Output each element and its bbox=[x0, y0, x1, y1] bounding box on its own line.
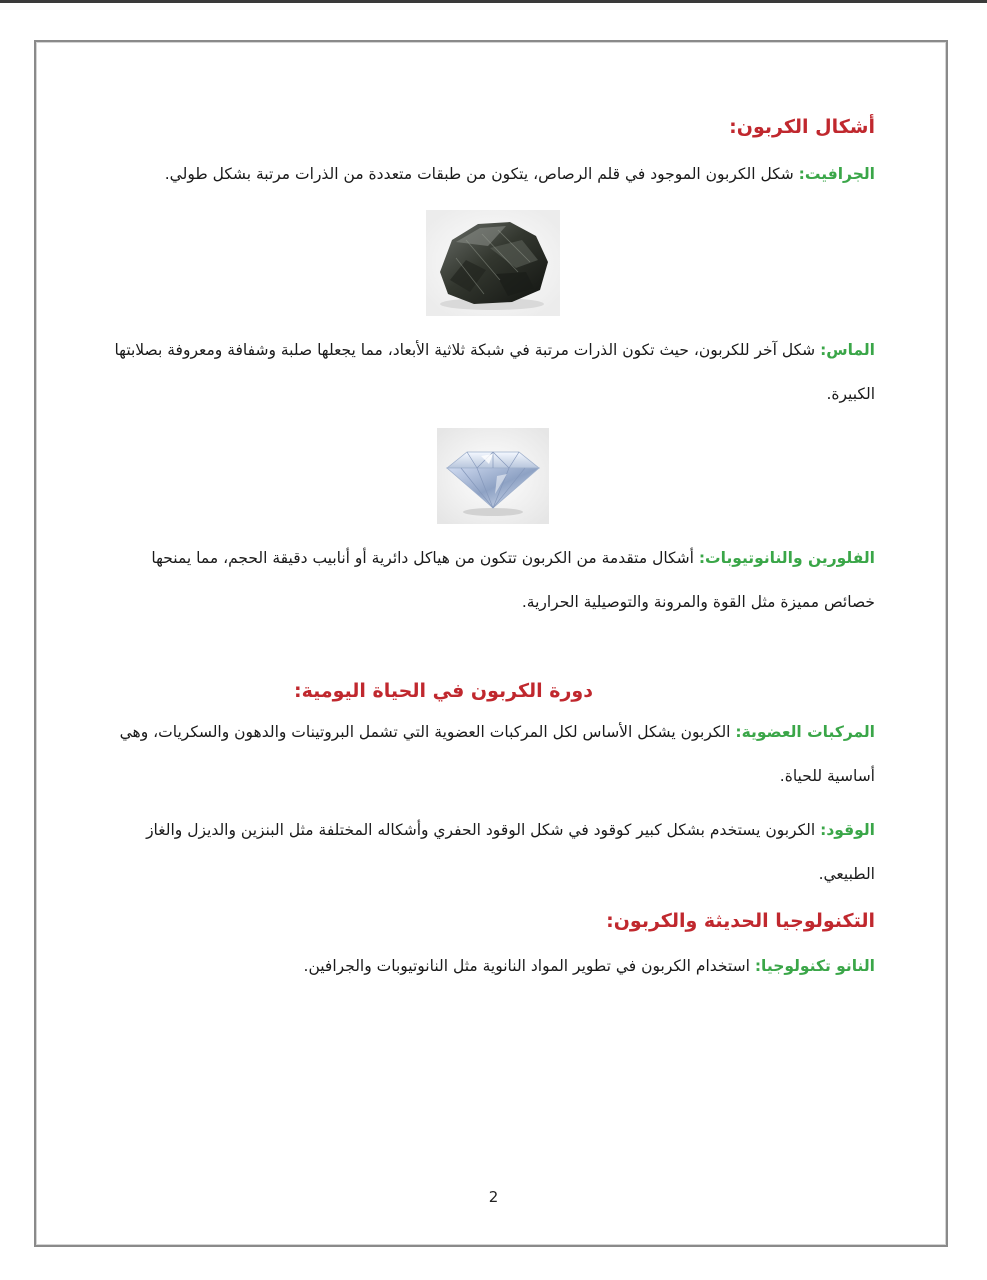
paragraph-diamond bbox=[110, 328, 875, 416]
paragraph-organic-compounds bbox=[110, 710, 875, 798]
heading-carbon-cycle: دورة الكربون في الحياة اليومية: bbox=[293, 680, 593, 702]
text-graphite: شكل الكربون الموجود في قلم الرصاص، يتكون من طبقات متعددة من الذرات مرتبة بشكل طولي. bbox=[164, 165, 799, 183]
text-organic-compounds: الكربون يشكل الأساس لكل المركبات العضوية التي تشمل البروتينات والدهون والسكريات، وهي أساسية للحياة. bbox=[119, 723, 875, 785]
graphite-rock-picture bbox=[426, 210, 560, 316]
diamond-gem-picture bbox=[437, 428, 549, 524]
term-fuel: الوقود: bbox=[820, 821, 875, 839]
paragraph-nanotechnology bbox=[110, 944, 875, 988]
paragraph-fuel bbox=[110, 808, 875, 896]
top-edge-rule bbox=[0, 0, 987, 3]
heading-carbon-forms: أشكال الكربون: bbox=[729, 116, 875, 138]
page-number: 2 bbox=[488, 1188, 499, 1206]
term-diamond: الماس: bbox=[820, 341, 875, 359]
heading-modern-technology: التكنولوجيا الحديثة والكربون: bbox=[606, 910, 875, 932]
term-graphite: الجرافيت: bbox=[798, 165, 875, 183]
term-organic-compounds: المركبات العضوية: bbox=[735, 723, 875, 741]
text-fullerene-nanotubes: أشكال متقدمة من الكربون تتكون من هياكل دائرية أو أنابيب دقيقة الحجم، مما يمنحها خصائص مميزة مثل القوة والمرونة والتوصيلية الحرارية. bbox=[151, 549, 875, 611]
diamond-image bbox=[110, 428, 875, 524]
document-body bbox=[110, 112, 875, 988]
graphite-image bbox=[110, 210, 875, 316]
text-nanotechnology: استخدام الكربون في تطوير المواد النانوية مثل النانوتيوبات والجرافين. bbox=[303, 957, 755, 975]
text-fuel: الكربون يستخدم بشكل كبير كوقود في شكل الوقود الحفري وأشكاله المختلفة مثل البنزين والديزل والغاز الطبيعي. bbox=[146, 821, 875, 883]
text-diamond: شكل آخر للكربون، حيث تكون الذرات مرتبة في شبكة ثلاثية الأبعاد، مما يجعلها صلبة وشفافة ومعروفة بصلابتها الكبيرة. bbox=[114, 341, 875, 403]
term-fullerene-nanotubes: الفلورين والنانوتيوبات: bbox=[698, 549, 875, 567]
term-nanotechnology: النانو تكنولوجيا: bbox=[754, 957, 875, 975]
paragraph-graphite bbox=[110, 152, 875, 196]
paragraph-fullerene-nanotubes bbox=[110, 536, 875, 624]
